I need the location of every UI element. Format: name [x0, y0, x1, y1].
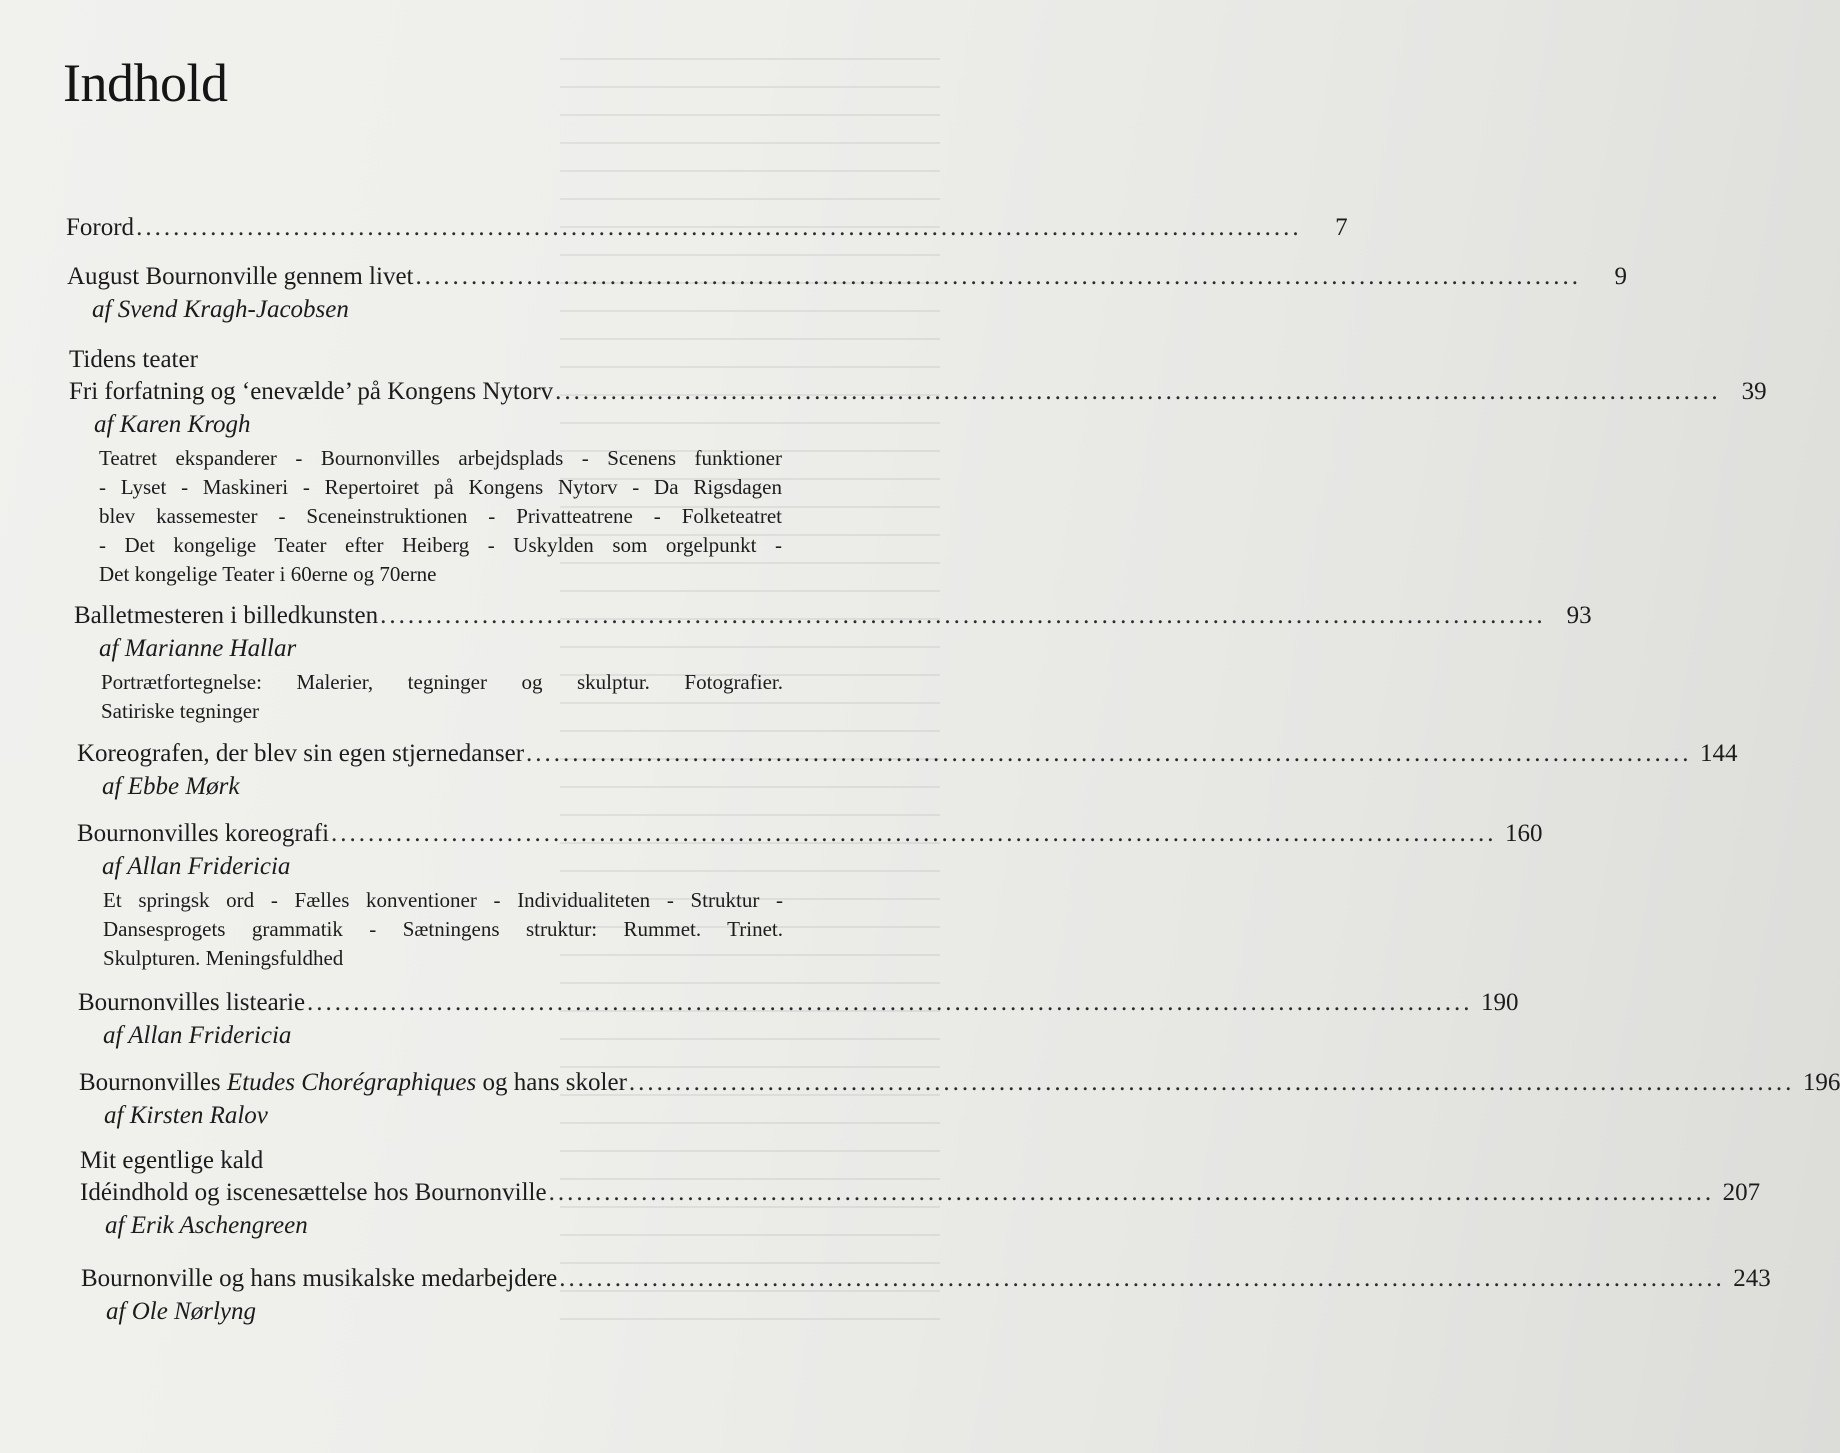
entry-author: af Ole Nørlyng	[106, 1298, 256, 1325]
description-line: Teatret ekspanderer - Bournonvilles arbejdsplads - Scenens funktioner	[99, 446, 782, 470]
dot-leader: ..............................................................................................................................	[415, 263, 1581, 290]
entry-title: Fri forfatning og ‘enevælde’ på Kongens Nytorv	[69, 378, 554, 405]
entry-pretitle: Tidens teater	[69, 346, 198, 373]
toc-entry-tidens-teater	[69, 344, 1767, 589]
entry-author: af Allan Fridericia	[103, 1022, 292, 1049]
description-line: blev kassemester - Sceneinstruktionen - Privatteatrene - Folketeatret	[99, 504, 782, 528]
entry-title: Koreografen, der blev sin egen stjernedanser	[77, 740, 525, 767]
toc-entry-listearie	[78, 987, 1519, 1053]
entry-author: af Karen Krogh	[94, 411, 251, 438]
entry-page-number: 7	[1335, 214, 1348, 241]
entry-author: af Svend Kragh-Jacobsen	[92, 296, 349, 323]
description-line: Et springsk ord - Fælles konventioner - Individualiteten - Struktur -	[103, 888, 783, 912]
toc-entry-forord	[66, 212, 1348, 244]
entry-title: Bournonville og hans musikalske medarbejdere	[81, 1265, 558, 1292]
entry-author: af Ebbe Mørk	[102, 773, 240, 800]
entry-author: af Kirsten Ralov	[104, 1102, 268, 1129]
entry-pretitle: Mit egentlige kald	[80, 1147, 264, 1174]
entry-description	[69, 444, 782, 589]
dot-leader: ..............................................................................................................................	[548, 1179, 1715, 1206]
toc-entry-gennem-livet	[67, 261, 1627, 327]
entry-title-pre: Bournonvilles	[79, 1069, 227, 1096]
description-line: - Lyset - Maskineri - Repertoiret på Kongens Nytorv - Da Rigsdagen	[99, 475, 782, 499]
dot-leader: ..............................................................................................................................	[136, 214, 1302, 241]
entry-description	[74, 668, 783, 726]
entry-title: Bournonvilles listearie	[78, 989, 306, 1016]
entry-description	[77, 886, 783, 973]
entry-page-number: 39	[1741, 378, 1767, 405]
toc-entry-musikalske	[81, 1263, 1771, 1329]
dot-leader: ..............................................................................................................................	[559, 1265, 1725, 1292]
entry-page-number: 9	[1614, 263, 1627, 290]
entry-author: af Allan Fridericia	[102, 853, 291, 880]
dot-leader: ..............................................................................................................................	[307, 989, 1473, 1016]
dot-leader: ..............................................................................................................................	[380, 602, 1546, 629]
entry-title: Balletmesteren i billedkunsten	[74, 602, 379, 629]
entry-page-number: 190	[1481, 989, 1519, 1016]
entry-page-number: 93	[1566, 602, 1592, 629]
description-line: Det kongelige Teater i 60erne og 70erne	[99, 562, 437, 586]
dot-leader: ..............................................................................................................................	[526, 740, 1692, 767]
toc-entry-koreografen	[77, 738, 1738, 804]
description-line: - Det kongelige Teater efter Heiberg - Uskylden som orgelpunkt -	[99, 533, 782, 557]
toc-entry-etudes	[79, 1067, 1840, 1133]
entry-title: Idéindhold og iscenesættelse hos Bournonville	[80, 1179, 547, 1206]
entry-page-number: 144	[1700, 740, 1738, 767]
entry-page-number: 243	[1733, 1265, 1771, 1292]
entry-title	[79, 1067, 627, 1099]
toc-entry-koreografi	[77, 818, 1543, 973]
dot-leader: ..............................................................................................................................	[555, 378, 1721, 405]
description-line: Satiriske tegninger	[101, 699, 260, 723]
entry-author: af Marianne Hallar	[99, 635, 297, 662]
dot-leader: ..............................................................................................................................	[331, 820, 1497, 847]
entry-page-number: 196	[1802, 1069, 1840, 1096]
entry-title: August Bournonville gennem livet	[67, 263, 414, 290]
description-line: Skulpturen. Meningsfuldhed	[103, 946, 344, 970]
entry-author: af Erik Aschengreen	[105, 1212, 308, 1239]
toc-entry-mit-egentlige-kald	[80, 1145, 1761, 1243]
page-title: Indhold	[63, 53, 228, 113]
entry-title-italic: Etudes Chorégraphiques	[226, 1069, 477, 1096]
description-line: Portrætfortegnelse: Malerier, tegninger og skulptur. Fotografier.	[101, 670, 783, 694]
entry-page-number: 160	[1505, 820, 1543, 847]
toc-entry-balletmesteren	[74, 600, 1592, 726]
description-line: Dansesprogets grammatik - Sætningens struktur: Rummet. Trinet.	[103, 917, 783, 941]
entry-title: Forord	[66, 214, 135, 241]
entry-title: Bournonvilles koreografi	[77, 820, 330, 847]
entry-page-number: 207	[1722, 1179, 1761, 1206]
dot-leader: ..............................................................................................................................	[628, 1069, 1795, 1096]
entry-title-post: og hans skoler	[476, 1069, 627, 1096]
